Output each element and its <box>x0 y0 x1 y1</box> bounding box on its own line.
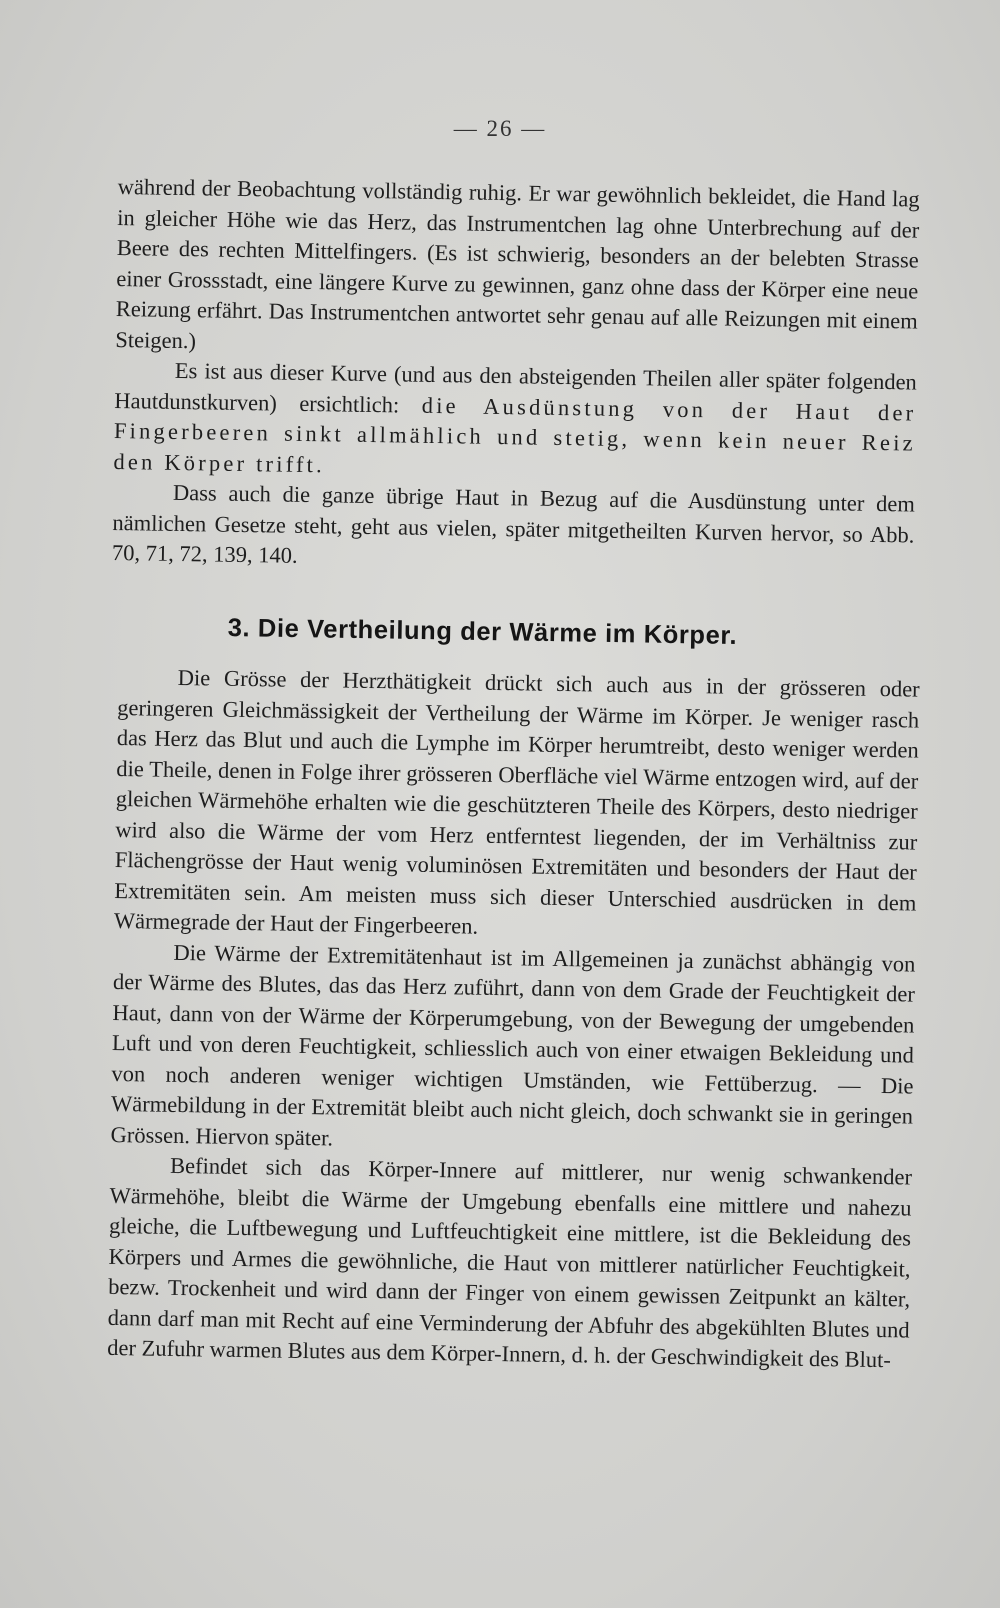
paragraph-extremity-warmth: Die Wärme der Extremitätenhaut ist im Allgemeinen ja zunächst abhängig von der Wärme des Blutes, das das Herz zuführt, dann von dem Grade der Feuchtigkeit der Haut, dann von der Wärme der Körperumgebung, von der Bewegung der umgebenden Luft und von deren Feuchtigkeit, schliesslich auch von einer etwaigen Bekleidung und von noch anderen weniger wichtigen Umständen, wie Fettüberzug. — Die Wärmebildung in der Extremität bleibt auch nicht gleich, doch schwankt sie in geringen Grössen. Hiervon später. <box>110 939 916 1150</box>
section-heading: 3. Die Vertheilung der Wärme im Körper. <box>227 614 738 650</box>
paragraph-body-interior: Befindet sich das Körper-Innere auf mittlerer, nur wenig schwankender Wärmehöhe, bleibt die Wärme der Umgebung ebenfalls eine mittlere und nahezu gleiche, die Luftbewegung und Luftfeuchtigkeit eine mittlere, ist die Bekleidung des Körpers und Armes die gewöhnliche, die Haut von mittlerer natürlicher Feuchtigkeit, bezw. Trockenheit und wird dann der Finger von einem gewissen Zeitpunkt an kälter, dann darf man mit Recht auf eine Verminderung der Abfuhr des abgekühlten Blutes und der Zufuhr warmen Blutes aus dem Körper-Innern, d. h. der Geschwindigkeit des Blut- <box>107 1152 913 1373</box>
section-body <box>107 662 920 1376</box>
paragraph-continued: während der Beobachtung vollständig ruhig. Er war gewöhnlich bekleidet, die Hand lag in gleicher Höhe wie das Herz, das Instrumentchen lag ohne Unterbrechung auf der Beere des rechten Mittelfingers. (Es ist schwierig, besonders an der belebten Strasse einer Grossstadt, eine längere Kurve zu gewinnen, ganz ohne dass der Körper eine neue Reizung erfährt. Das Instrumentchen antwortet sehr genau auf alle Reizungen mit einem Steigen.) <box>115 173 920 353</box>
paragraph-heart-activity: Die Grösse der Herzthätigkeit drückt sich auch aus in der grösseren oder geringeren Gleichmässigkeit der Vertheilung der Wärme im Körper. Je weniger rasch das Herz das Blut und auch die Lymphe im Körper herumtreibt, desto weniger werden die Theile, denen in Folge ihrer grösseren Oberfläche viel Wärme entzogen wird, auf der gleichen Wärmehöhe erhalten wie die geschützteren Theile des Körpers, desto niedriger wird also die Wärme der vom Herz entferntest liegenden, der im Verhältniss zur Flächengrösse der Haut wenig voluminösen Extremitäten und besonders der Haut der Extremitäten sein. Am meisten muss sich dieser Unterschied ausdrücken in dem Wärmegrade der Haut der Fingerbeeren. <box>113 664 920 939</box>
conclusion-emphasized: die Ausdünstung von der Haut der Fingerbeeren sinkt allmählich und stetig, wenn kein neuer Reiz den Körper trifft. <box>113 392 917 477</box>
paragraph-conclusion <box>113 355 917 490</box>
conclusion-intro: Es ist aus dieser Kurve (und aus den absteigenden Theilen aller später folgenden Hautdunstkurven) ersichtlich: <box>114 357 917 418</box>
page-number: — 26 — <box>453 116 547 141</box>
top-text-block <box>112 172 920 581</box>
paragraph-references: Dass auch die ganze übrige Haut in Bezug auf die Ausdünstung unter dem nämlichen Gesetze steht, geht aus vielen, später mitgetheilten Kurven hervor, so Abb. 70, 71, 72, 139, 140. <box>111 479 916 568</box>
